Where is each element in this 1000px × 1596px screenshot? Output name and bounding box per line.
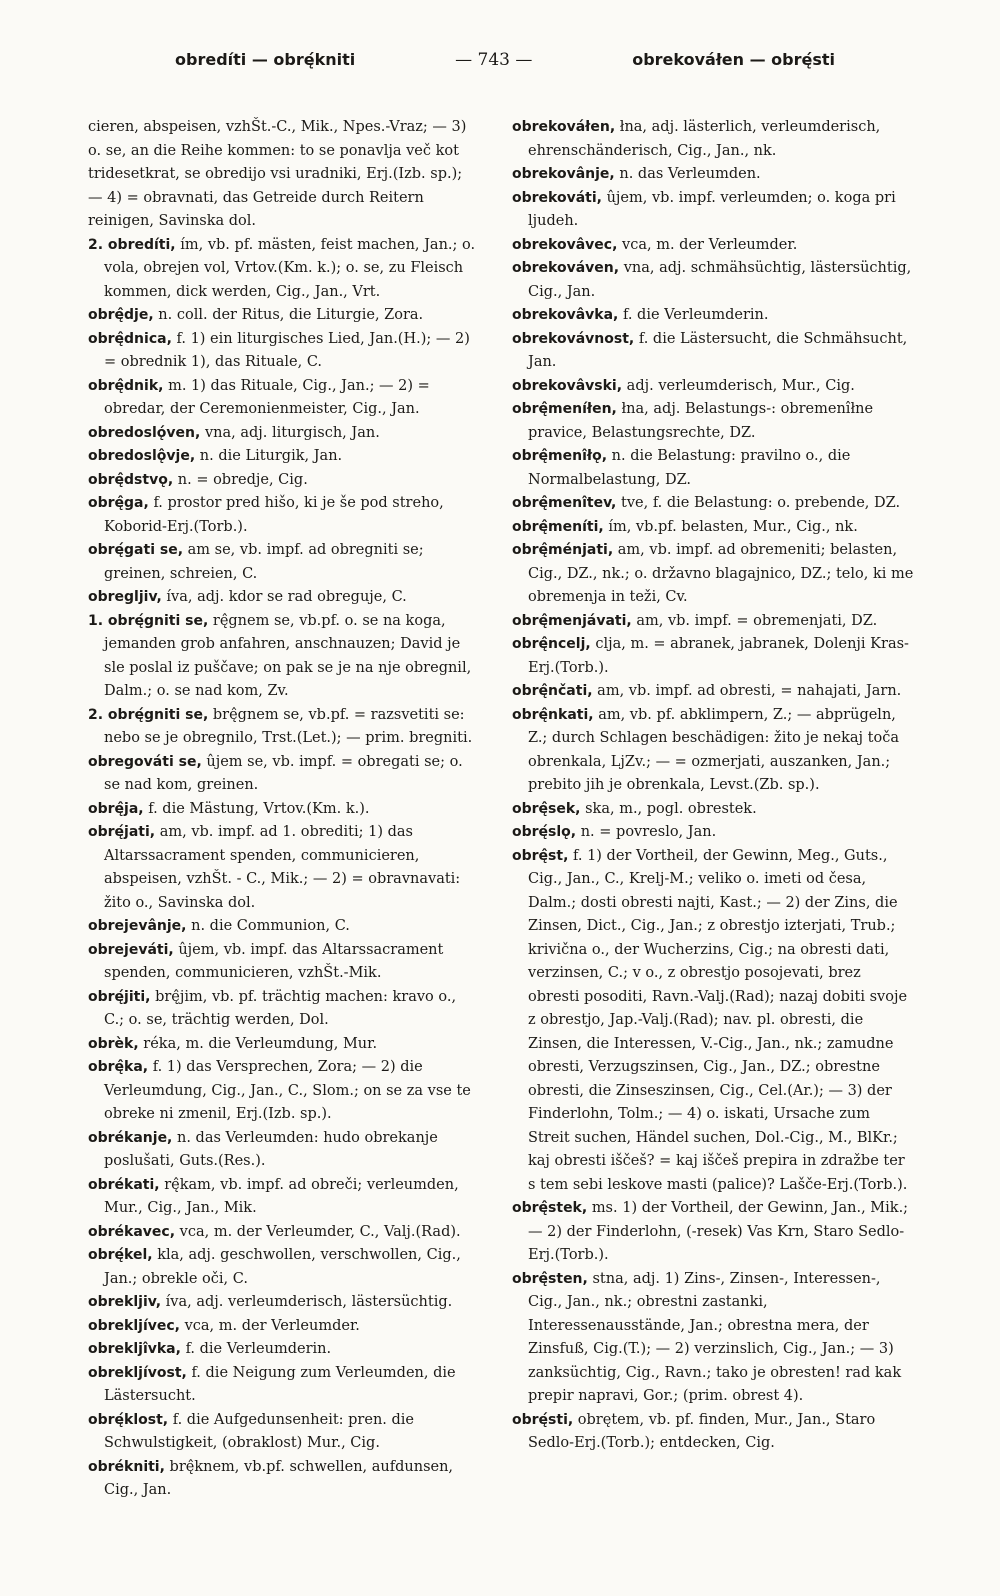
- entry-headword: obrę̂ménjati,: [512, 542, 614, 558]
- entry-headword: 2. obrę́gniti se,: [88, 706, 209, 723]
- entry-definition: am, vb. impf. = obremenjati, DZ.: [636, 612, 878, 629]
- entry-definition: obrętem, vb. pf. finden, Mur., Jan., Staro Sedlo-Erj.(Torb.); entdecken, Cig.: [528, 1411, 876, 1451]
- entry-definition: f. die Mästung, Vrtov.(Km. k.).: [148, 800, 370, 817]
- dictionary-entry: [88, 1127, 478, 1174]
- entry-headword: obrejevânje,: [88, 918, 187, 934]
- dictionary-entry: [88, 1409, 478, 1456]
- entry-headword: obrekljiv,: [88, 1294, 162, 1310]
- dictionary-entry: [88, 986, 478, 1033]
- entry-definition: brę̂jim, vb. pf. trächtig machen: kravo o., C.; o. se, trächtig werden, Dol.: [104, 988, 457, 1028]
- entry-definition: n. die Communion, C.: [191, 918, 350, 934]
- entry-definition: ûjem, vb. impf. verleumden; o. koga pri ljudeh.: [528, 189, 896, 229]
- dictionary-entry: [512, 163, 914, 187]
- entry-headword: obrékavec,: [88, 1223, 176, 1240]
- entry-definition: ûjem se, vb. impf. = obregati se; o. se nad kom, greinen.: [104, 753, 463, 793]
- entry-definition: ms. 1) der Vortheil, der Gewinn, Jan., Mik.; — 2) der Finderlohn, (-resek) Vas Krn, Staro Sedlo-Erj.(Torb.).: [528, 1200, 909, 1263]
- entry-definition: n. das Verleumden: hudo obrekanje poslušati, Guts.(Res.).: [104, 1129, 438, 1169]
- dictionary-entry: [512, 375, 914, 399]
- entry-headword: obrekováti,: [512, 189, 602, 206]
- dictionary-entry: [512, 633, 914, 680]
- entry-headword: obregljiv,: [88, 589, 162, 605]
- dictionary-entry: [88, 375, 478, 422]
- entry-headword: obrę̂meníłen,: [512, 401, 617, 417]
- dictionary-entry: [512, 116, 914, 163]
- dictionary-entry: [88, 422, 478, 446]
- dictionary-entry: [512, 1268, 914, 1409]
- entry-definition: vca, m. der Verleumder.: [622, 236, 798, 253]
- entry-definition: kla, adj. geschwollen, verschwollen, Cig., Jan.; obrekle oči, C.: [104, 1247, 461, 1287]
- entry-headword: obrę̂ka,: [88, 1059, 149, 1075]
- dictionary-entry: [512, 257, 914, 304]
- dictionary-entry: [512, 704, 914, 798]
- entry-headword: obrę́gati se,: [88, 542, 184, 558]
- dictionary-entry: [512, 610, 914, 634]
- dictionary-entry: [88, 939, 478, 986]
- entry-headword: obrekljîvka,: [88, 1341, 181, 1357]
- entry-definition: n. = povreslo, Jan.: [580, 824, 717, 840]
- dictionary-entry: [512, 187, 914, 234]
- entry-definition: am, vb. impf. ad obresti, = nahajati, Jarn.: [597, 683, 902, 699]
- entry-definition: f. 1) ein liturgisches Lied, Jan.(H.); — 2) = obrednik 1), das Rituale, C.: [104, 330, 470, 370]
- dictionary-entry: [88, 1033, 478, 1057]
- entry-definition: n. die Liturgik, Jan.: [199, 448, 343, 464]
- dictionary-entry: [88, 751, 478, 798]
- dictionary-entry: [512, 492, 914, 516]
- entry-headword: obregováti se,: [88, 753, 202, 770]
- entry-headword: obrę̂dje,: [88, 307, 154, 323]
- entry-definition: vna, adj. liturgisch, Jan.: [204, 424, 380, 441]
- dictionary-entry: [88, 469, 478, 493]
- dictionary-entry: [88, 492, 478, 539]
- dictionary-entry: [512, 1409, 914, 1456]
- entry-definition: vna, adj. schmähsüchtig, lästersüchtig, Cig., Jan.: [528, 260, 912, 300]
- entry-headword: 1. obrę́gniti se,: [88, 612, 209, 629]
- left-column: [88, 116, 478, 1503]
- dictionary-entry: [512, 539, 914, 610]
- entry-definition: f. 1) der Vortheil, der Gewinn, Meg., Guts., Cig., Jan., C., Krelj-M.; veliko o. imeti od česa, Dalm.; dosti obresti najti, Kast.; — 2) der Zins, die Zinsen, Dict., Cig., Jan.; z obrestjo izterjati, Trub.; krivična o., der Wucherzins, Cig.; na obresti dati, verzinsen, C.; v o., z obrestjo posojevati, brez obresti posoditi, Ravn.-Valj.(Rad); nazaj dobiti svoje z obrestjo, Jap.-Valj.(Rad); nav. pl. obresti, die Zinsen, die Interessen, V.-Cig., Jan., nk.; zamudne obresti, Verzugszinsen, Cig., Jan., DZ.; obrestne obresti, die Zinseszinsen, Cig., Cel.(Ar.); — 3) der Finderlohn, Tolm.; — 4) o. iskati, Ursache zum Streit suchen, Händel suchen, Dol.-Cig., M., BlKr.; kaj obresti iščeš? = kaj iščeš prepira in zdražbe ter s tem sebi leskove masti (palice)? Lašče-Erj.(Torb.).: [528, 847, 908, 1193]
- entry-headword: obrékanje,: [88, 1129, 173, 1146]
- entry-headword: obrę̂menjávati,: [512, 612, 632, 629]
- entry-headword: obrekovânje,: [512, 166, 615, 182]
- entry-headword: obrę̂ja,: [88, 800, 144, 817]
- entry-headword: obrékniti,: [88, 1458, 165, 1475]
- dictionary-entry: [88, 586, 478, 610]
- entry-headword: obrę̂dnica,: [88, 330, 172, 347]
- entry-definition: adj. verleumderisch, Mur., Cig.: [626, 377, 855, 394]
- entry-definition: f. die Neigung zum Verleumden, die Lästersucht.: [104, 1364, 456, 1404]
- entry-headword: obrekovâvec,: [512, 236, 618, 253]
- entry-headword: obrę́sti,: [512, 1411, 574, 1428]
- entry-definition: f. die Aufgedunsenheit: pren. die Schwulstigkeit, (obraklost) Mur., Cig.: [104, 1411, 415, 1451]
- dictionary-entry: [88, 116, 478, 234]
- entry-definition: ím, vb.pf. belasten, Mur., Cig., nk.: [608, 518, 858, 535]
- entry-headword: obrę́klost,: [88, 1411, 169, 1428]
- dictionary-entry: [512, 328, 914, 375]
- entry-headword: obredoslǫ̂vje,: [88, 448, 196, 464]
- dictionary-entry: [512, 445, 914, 492]
- entry-headword: obrekovâvka,: [512, 307, 619, 323]
- dictionary-entry: [512, 798, 914, 822]
- entry-definition: f. die Verleumderin.: [622, 307, 769, 323]
- entry-definition: n. die Belastung: pravilno o., die Normalbelastung, DZ.: [528, 448, 851, 488]
- entry-definition: clja, m. = abranek, jabranek, Dolenji Kras-Erj.(Torb.).: [528, 636, 909, 676]
- entry-headword: obrekováven,: [512, 260, 620, 276]
- dictionary-entry: [88, 798, 478, 822]
- dictionary-entry: [512, 845, 914, 1198]
- entry-headword: obrę́kel,: [88, 1247, 153, 1263]
- dictionary-entry: [88, 1244, 478, 1291]
- entry-definition: f. 1) das Versprechen, Zora; — 2) die Verleumdung, Cig., Jan., C., Slom.; on se za vse te obreke ni zmenil, Erj.(Izb. sp.).: [104, 1059, 471, 1122]
- entry-definition: ska, m., pogl. obrestek.: [585, 800, 757, 817]
- entry-headword: obrę̂sten,: [512, 1270, 588, 1287]
- dictionary-entry: [512, 516, 914, 540]
- entry-headword: obrę̂meníti,: [512, 518, 604, 535]
- entry-headword: obrekljívost,: [88, 1364, 187, 1381]
- dictionary-entry: [88, 1056, 478, 1127]
- entry-definition: am, vb. pf. abklimpern, Z.; — abprügeln, Z.; durch Schlagen beschädigen: žito je nekaj toča obrenkala, LjZv.; — = ozmerjati, auszanken, Jan.; prebito jih je obrenkala, Levst.(Zb. sp.).: [528, 706, 899, 793]
- dictionary-entry: [512, 304, 914, 328]
- dictionary-entry: [88, 539, 478, 586]
- dictionary-entry: [512, 821, 914, 845]
- entry-headword: obredoslǫ́ven,: [88, 424, 201, 441]
- entry-headword: obrekovávnost,: [512, 330, 635, 347]
- entry-definition: vca, m. der Verleumder.: [184, 1317, 360, 1334]
- dictionary-entry: [88, 704, 478, 751]
- entry-headword: obrèk,: [88, 1035, 139, 1052]
- entry-headword: obrę́jiti,: [88, 988, 151, 1005]
- dictionary-entry: [88, 1291, 478, 1315]
- header-left-guideword: obredíti — obrę́kniti: [175, 50, 356, 69]
- entry-headword: obrę̂dstvǫ,: [88, 471, 174, 488]
- entry-definition: am, vb. impf. ad 1. obrediti; 1) das Altarssacrament spenden, communicieren, abspeisen, vzhŠt. - C., Mik.; — 2) = obravnavati: žito o., Savinska dol.: [104, 824, 461, 911]
- dictionary-entry: [88, 1221, 478, 1245]
- entry-definition: am, vb. impf. ad obremeniti; belasten, Cig., DZ., nk.; o. državno blagajnico, DZ.; telo, ki me obremenja in teži, Cv.: [528, 542, 914, 605]
- entry-definition: brę̂gnem se, vb.pf. = razsvetiti se: nebo se je obregnilo, Trst.(Let.); — prim. bregniti.: [104, 706, 473, 746]
- entry-definition: tve, f. die Belastung: o. prebende, DZ.: [621, 495, 901, 511]
- dictionary-entry: [512, 680, 914, 704]
- entry-definition: cieren, abspeisen, vzhŠt.-C., Mik., Npes.-Vraz; — 3) o. se, an die Reihe kommen: to se ponavlja več kot tridesetkrat, se obredijo vsi uradniki, Erj.(Izb. sp.); — 4) = obravnati, das Getreide durch Reitern reinigen, Savinska dol.: [88, 119, 467, 229]
- entry-headword: obrekljívec,: [88, 1317, 180, 1334]
- entry-definition: vca, m. der Verleumder, C., Valj.(Rad).: [179, 1223, 461, 1240]
- right-column: [512, 116, 914, 1456]
- dictionary-entry: [88, 328, 478, 375]
- entry-headword: obrékati,: [88, 1176, 160, 1193]
- entry-headword: obrę̂nkati,: [512, 706, 594, 723]
- entry-definition: ím, vb. pf. mästen, feist machen, Jan.; o. vola, obrejen vol, Vrtov.(Km. k.); o. se, zu Fleisch kommen, dick werden, Cig., Jan., Vrt.: [104, 236, 476, 300]
- entry-definition: n. das Verleumden.: [619, 166, 761, 182]
- dictionary-entry: [88, 821, 478, 915]
- entry-definition: stna, adj. 1) Zins-, Zinsen-, Interessen-, Cig., Jan., nk.; obrestni zastanki, Interessenausstände, Jan.; obrestna mera, der Zinsfuß, Cig.(T.); — 2) verzinslich, Cig., Jan.; — 3) zanksüchtig, Cig., Ravn.; tako je obresten! rad kak prepir napravi, Gor.; (prim. obrest 4).: [528, 1270, 902, 1404]
- dictionary-entry: [512, 1197, 914, 1268]
- entry-definition: łna, adj. lästerlich, verleumderisch, ehrenschänderisch, Cig., Jan., nk.: [528, 119, 881, 159]
- entry-definition: am se, vb. impf. ad obregniti se; greinen, schreien, C.: [104, 542, 424, 582]
- dictionary-entry: [88, 1362, 478, 1409]
- dictionary-entry: [88, 1174, 478, 1221]
- entry-headword: obrę́jati,: [88, 824, 156, 840]
- entry-headword: obrę̂sek,: [512, 800, 581, 817]
- dictionary-entry: [512, 234, 914, 258]
- entry-definition: n. = obredje, Cig.: [177, 471, 308, 488]
- entry-headword: obrę̂ncelj,: [512, 636, 591, 652]
- dictionary-entry: [88, 445, 478, 469]
- entry-definition: łna, adj. Belastungs-: obremenîłne pravice, Belastungsrechte, DZ.: [528, 401, 874, 441]
- entry-definition: f. die Verleumderin.: [185, 1341, 332, 1357]
- entry-definition: réka, m. die Verleumdung, Mur.: [143, 1035, 378, 1052]
- entry-headword: obrę̂dnik,: [88, 377, 164, 394]
- running-header: [175, 50, 835, 74]
- entry-headword: obrekovâvski,: [512, 377, 623, 394]
- entry-headword: obrę̂ga,: [88, 495, 149, 511]
- entry-headword: obrę̂menîtev,: [512, 495, 617, 511]
- entry-definition: ûjem, vb. impf. das Altarssacrament spenden, communicieren, vzhŠt.-Mik.: [104, 941, 444, 981]
- dictionary-entry: [88, 610, 478, 704]
- entry-definition: rę̂kam, vb. impf. ad obreči; verleumden, Mur., Cig., Jan., Mik.: [104, 1176, 459, 1216]
- entry-headword: obrejeváti,: [88, 941, 174, 958]
- entry-headword: 2. obredíti,: [88, 236, 176, 253]
- entry-headword: obrę̂menîłǫ,: [512, 448, 608, 464]
- entry-definition: f. prostor pred hišo, ki je še pod streho, Koborid-Erj.(Torb.).: [104, 495, 444, 535]
- entry-headword: obrekováłen,: [512, 119, 616, 135]
- entry-headword: obrę̂stek,: [512, 1200, 588, 1216]
- entry-definition: rę̂gnem se, vb.pf. o. se na koga, jemanden grob anfahren, anschnauzen; David je sle poslal iz puščave; on pak se je na nje obregnil, Dalm.; o. se nad kom, Zv.: [104, 612, 472, 699]
- dictionary-entry: [512, 398, 914, 445]
- entry-definition: m. 1) das Rituale, Cig., Jan.; — 2) = obredar, der Ceremonienmeister, Cig., Jan.: [104, 377, 430, 417]
- dictionary-entry: [88, 915, 478, 939]
- entry-definition: f. die Lästersucht, die Schmähsucht, Jan.: [528, 330, 908, 370]
- header-right-guideword: obrekováłen — obrę́sti: [632, 50, 835, 69]
- entry-definition: íva, adj. kdor se rad obreguje, C.: [166, 589, 407, 605]
- entry-definition: n. coll. der Ritus, die Liturgie, Zora.: [158, 307, 424, 323]
- entry-headword: obrę̂st,: [512, 847, 569, 864]
- entry-definition: brę̂knem, vb.pf. schwellen, aufdunsen, Cig., Jan.: [104, 1458, 454, 1498]
- entry-definition: íva, adj. verleumderisch, lästersüchtig.: [165, 1294, 453, 1310]
- dictionary-entry: [88, 1338, 478, 1362]
- dictionary-entry: [88, 1456, 478, 1503]
- dictionary-entry: [88, 304, 478, 328]
- entry-headword: obrę́slǫ,: [512, 824, 577, 840]
- entry-headword: obrę̂nčati,: [512, 683, 593, 699]
- dictionary-entry: [88, 234, 478, 305]
- dictionary-entry: [88, 1315, 478, 1339]
- page-number: — 743 —: [455, 50, 533, 70]
